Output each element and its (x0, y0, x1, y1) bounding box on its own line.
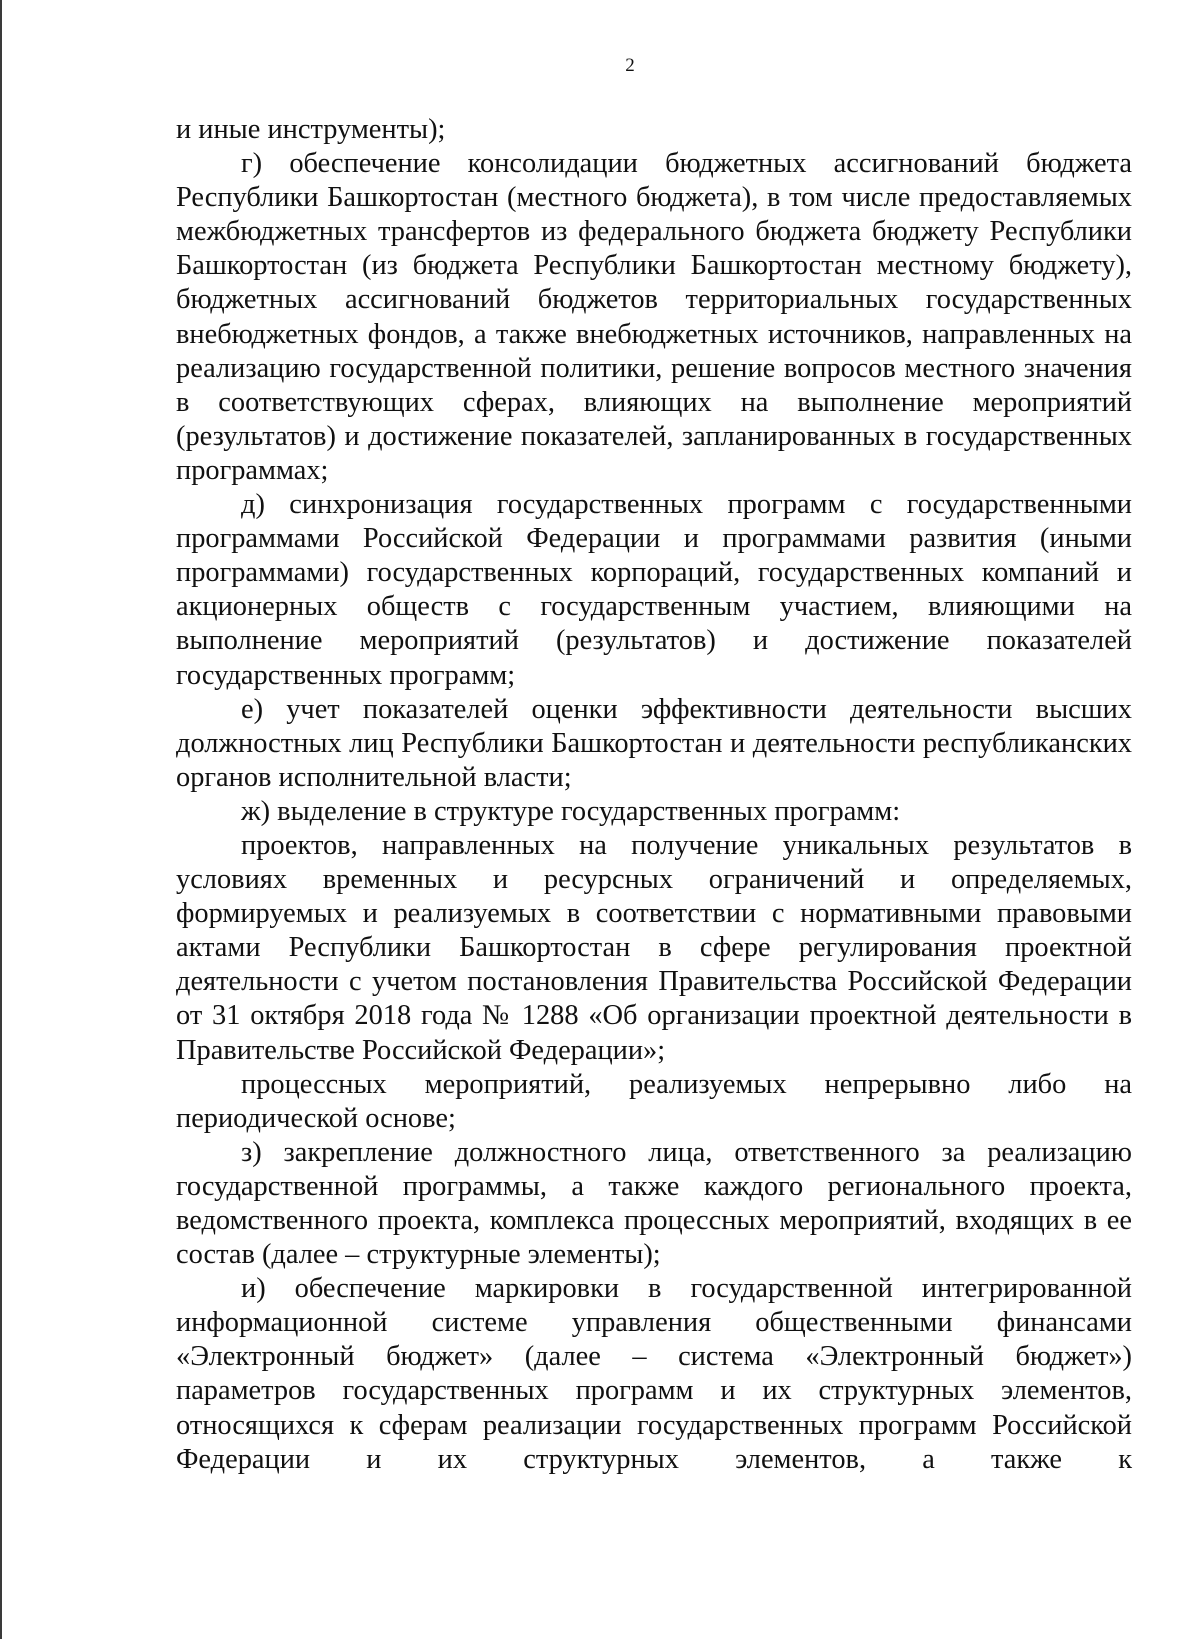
paragraph-1: и иные инструменты); (176, 114, 446, 145)
paragraph-zh: ж) выделение в структуре государственных программ: (241, 795, 901, 827)
paragraph-g: г) обеспечение консолидации бюджетных ассигнований бюджета Республики Башкортостан (местного бюджета), в том числе предоставляемых межбюджетных трансфертов из федерального бюджета бюджету Республики Башкортостан (из бюджета Республики Башкортостан местному бюджету), бюджетных ассигнований бюджетов территориальных государственных внебюджетных фондов, а также внебюджетных источников, направленных на реализацию государственной политики, решение вопросов местного значения в соответствующих сферах, влияющих на выполнение мероприятий (результатов) и достижение показателей, запланированных в государственных программах; (176, 148, 1132, 486)
paragraph-projects: проектов, направленных на получение уникальных результатов в условиях временных и ресурсных ограничений и определяемых, формируемых и реализуемых в соответствии с нормативными правовыми актами Республики Башкортостан в сфере регулирования проектной деятельности с учетом постановления Правительства Российской Федерации от 31 октября 2018 года № 1288 «Об организации проектной деятельности в Правительстве Российской Федерации»; (176, 829, 1132, 1066)
document-body (176, 113, 1132, 1477)
page-number: 2 (625, 55, 635, 76)
paragraph-e: е) учет показателей оценки эффективности деятельности высших должностных лиц Республики Башкортостан и деятельности республиканских органов исполнительной власти; (176, 693, 1132, 793)
paragraph-z: з) закрепление должностного лица, ответственного за реализацию государственной программы, а также каждого регионального проекта, ведомственного проекта, комплекса процессных мероприятий, входящих в ее состав (далее – структурные элементы); (176, 1136, 1132, 1271)
paragraph-d: д) синхронизация государственных программ с государственными программами Российской Федерации и программами развития (иными программами) государственных корпораций, государственных компаний и акционерных обществ с государственным участием, влияющими на выполнение мероприятий (результатов) и достижение показателей государственных программ; (176, 489, 1132, 691)
paragraph-i: и) обеспечение маркировки в государственной интегрированной информационной системе управления общественными финансами «Электронный бюджет» (далее – система «Электронный бюджет») параметров государственных программ и их структурных элементов, относящихся к сферам реализации государственных программ Российской Федерации и их структурных элементов, а также к (176, 1273, 1132, 1475)
paragraph-process: процессных мероприятий, реализуемых непрерывно либо на периодической основе; (176, 1068, 1132, 1134)
scan-edge-line (0, 0, 2, 1639)
